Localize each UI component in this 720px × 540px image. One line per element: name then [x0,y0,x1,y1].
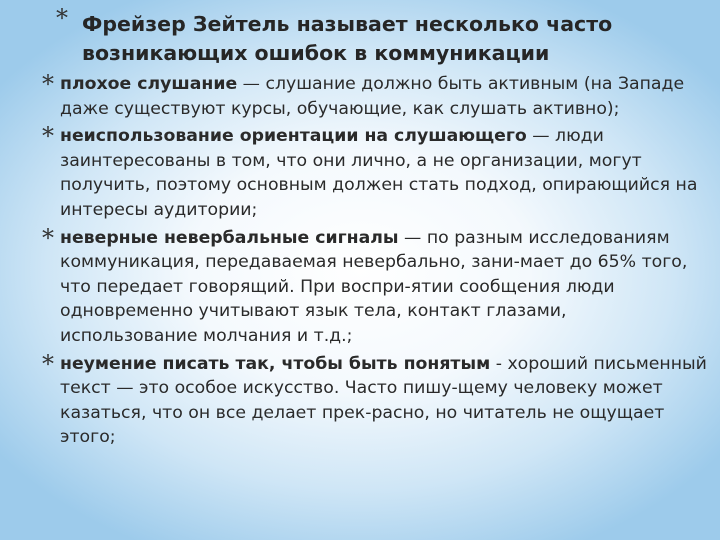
asterisk-bullet-icon: * [42,122,54,151]
item-separator: — [526,126,556,147]
item-term: неиспользование ориентации на слушающего [60,126,527,147]
title-block [38,4,698,68]
item-text: хороший письменный текст — это особое искусство. Часто пишу-щему человеку может казаться, что он все делает прек-расно, но читатель не ощущает этого; [60,353,707,448]
bullet-list [28,72,708,453]
item-separator: — [237,74,266,94]
list-item-poor-listening [28,72,708,121]
item-text: по разным исследованиям коммуникация, передаваемая невербально, зани-мает до 65% того, что передает говорящий. При воспри-ятии сообщения люди одновременно учитывают язык тела, контакт глазами, использование молчания и т.д.; [60,227,688,346]
item-separator: — [398,227,427,248]
asterisk-bullet-icon: * [42,349,54,378]
item-text: слушание должно быть активным (на Западе даже существуют курсы, обучающие, как слушать активно); [60,74,685,119]
slide-title: Фрейзер Зейтель называет несколько часто возникающих ошибок в коммуникации [82,12,613,65]
asterisk-bullet-icon: * [42,223,54,252]
item-term: плохое слушание [60,74,238,94]
list-item-nonverbal-signals [28,223,708,349]
item-separator: - [490,353,508,374]
item-term: неумение писать так, чтобы быть понятым [60,353,491,374]
asterisk-bullet-icon: * [56,4,68,32]
item-term: неверные невербальные сигналы [60,227,399,248]
item-text: люди заинтересованы в том, что они лично, а не организации, могут получить, поэтому основным должен стать подход, опирающийся на интересы аудитории; [60,126,698,220]
asterisk-bullet-icon: * [42,70,54,98]
list-item-listener-orientation [28,124,708,222]
list-item-writing-skill [28,349,708,450]
